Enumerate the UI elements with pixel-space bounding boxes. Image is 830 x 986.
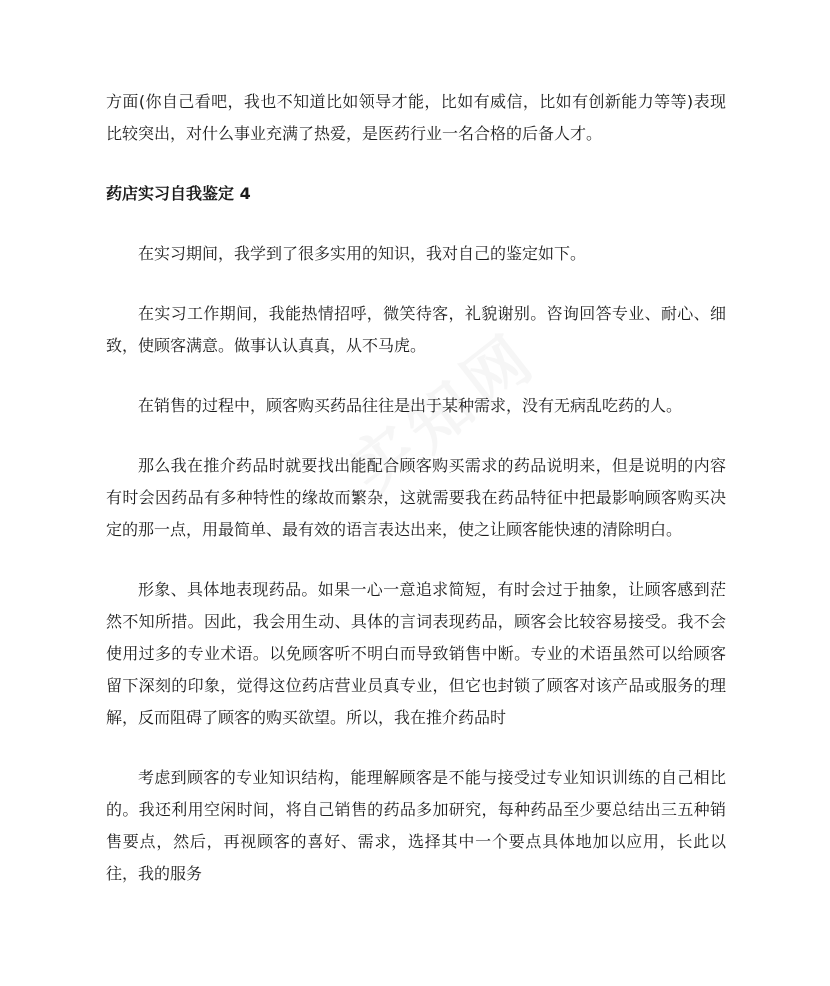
paragraph-2: 在实习期间，我学到了很多实用的知识，我对自己的鉴定如下。 [138,244,587,263]
paragraph-3: 在实习工作期间，我能热情招呼，微笑待客，礼貌谢别。咨询回答专业、耐心、细致，使顾客满意。做事认认真真，从不马虎。 [106,304,726,355]
paragraph-6: 形象、具体地表现药品。如果一心一意追求简短，有时会过于抽象，让顾客感到茫然不知所措。因此，我会用生动、具体的言词表现药品，顾客会比较容易接受。我不会使用过多的专业术语。以免顾客听不明白而导致销售中断。专业的术语虽然可以给顾客留下深刻的印象，觉得这位药店营业员真专业，但它也封锁了顾客对该产品或服务的理解，反而阻碍了顾客的购买欲望。所以，我在推介药品时 [106,580,726,727]
document-body [106,86,726,890]
paragraph-5: 那么我在推介药品时就要找出能配合顾客购买需求的药品说明来，但是说明的内容有时会因药品有多种特性的缘故而繁杂，这就需要我在药品特征中把最影响顾客购买决定的那一点，用最简单、最有效的语言表达出来，使之让顾客能快速的清除明白。 [106,456,726,539]
paragraph-7: 考虑到顾客的专业知识结构，能理解顾客是不能与接受过专业知识训练的自己相比的。我还利用空闲时间，将自己销售的药品多加研究，每种药品至少要总结出三五种销售要点，然后，再视顾客的喜好、需求，选择其中一个要点具体地加以应用，长此以往，我的服务 [106,768,726,883]
paragraph-4: 在销售的过程中，顾客购买药品往往是出于某种需求，没有无病乱吃药的人。 [138,396,683,415]
paragraph-1: 方面(你自己看吧，我也不知道比如领导才能，比如有威信，比如有创新能力等等)表现比较突出，对什么事业充满了热爱，是医药行业一名合格的后备人才。 [106,92,726,143]
section-heading: 药店实习自我鉴定 4 [106,184,251,203]
